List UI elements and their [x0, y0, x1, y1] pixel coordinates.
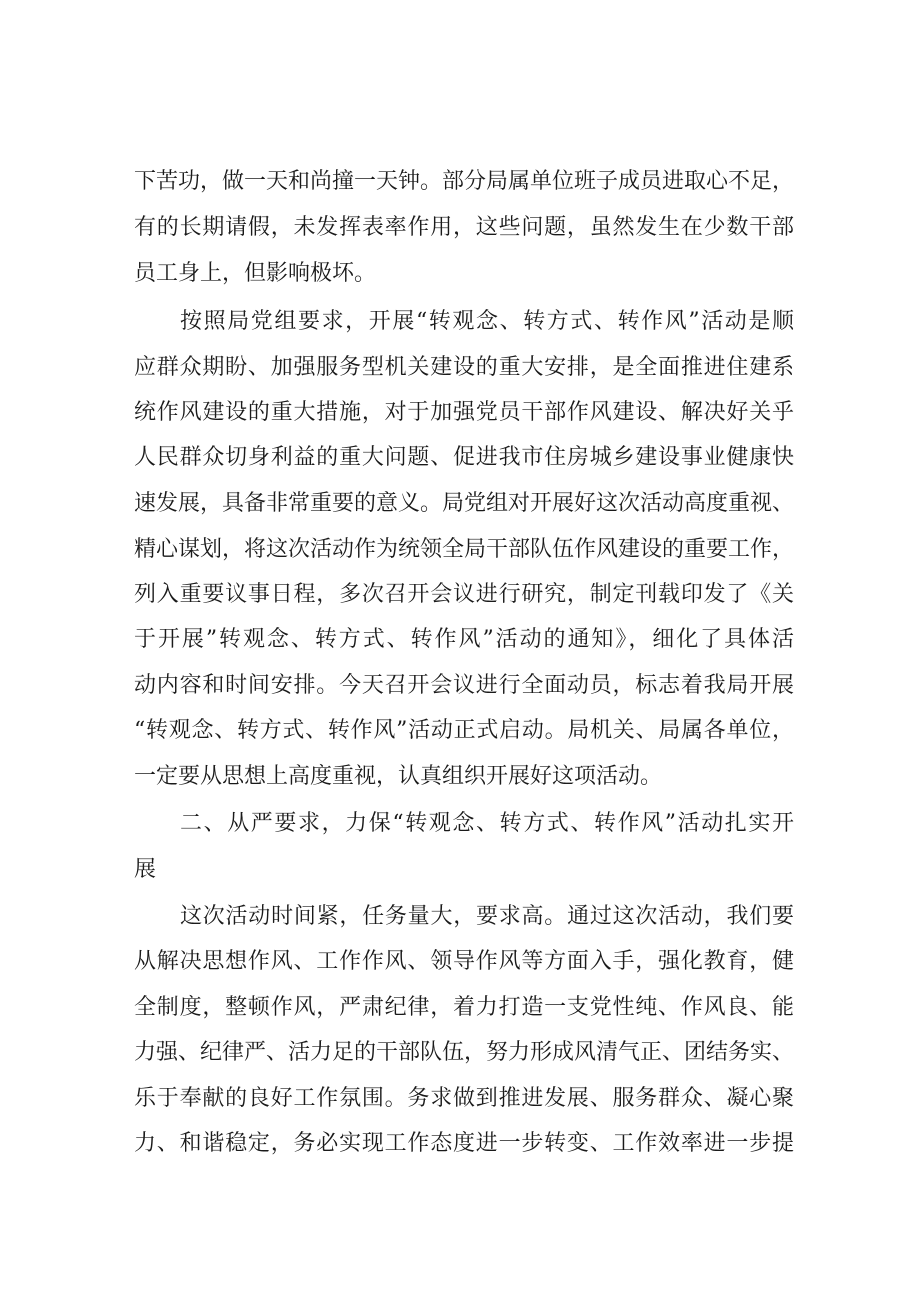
text-line: 员工身上，但影响极坏。 [134, 261, 377, 286]
text-line: “转观念、转方式、转作风”活动正式启动。局机关、局属各单位， [134, 718, 794, 743]
text-line: 应群众期盼、加强服务型机关建设的重大安排，是全面推进住建系 [134, 355, 794, 380]
text-line: 精心谋划，将这次活动作为统领全局干部队伍作风建设的重要工作， [134, 537, 795, 562]
section-heading: 二、从严要求，力保“转观念、转方式、转作风”活动扎实开 [180, 811, 794, 836]
text-line: 人民群众切身利益的重大问题、促进我市住房城乡建设事业健康快 [134, 445, 794, 470]
text-line: 下苦功，做一天和尚撞一天钟。部分局属单位班子成员进取心不足， [134, 169, 795, 194]
text-line: 力强、纪律严、活力足的干部队伍，努力形成风清气正、团结务实、 [134, 1040, 795, 1065]
text-line: 列入重要议事日程，多次召开会议进行研究，制定刊载印发了《关 [134, 582, 794, 607]
text-line: 从解决思想作风、工作作风、领导作风等方面入手，强化教育，健 [134, 949, 794, 974]
text-line: 乐于奉献的良好工作氛围。务求做到推进发展、服务群众、凝心聚 [134, 1086, 794, 1111]
text-line: 速发展，具备非常重要的意义。局党组对开展好这次活动高度重视、 [134, 491, 795, 516]
section-heading-continued: 展 [134, 857, 157, 882]
text-line: 全制度，整顿作风，严肃纪律，着力打造一支党性纯、作风良、能 [134, 995, 794, 1020]
text-line: 有的长期请假，未发挥表率作用，这些问题，虽然发生在少数干部 [134, 215, 794, 240]
text-line: 统作风建设的重大措施，对于加强党员干部作风建设、解决好关乎 [134, 400, 794, 425]
text-line: 于开展”转观念、转方式、转作风”活动的通知》，细化了具体活 [134, 627, 794, 652]
text-line: 一定要从思想上高度重视，认真组织开展好这项活动。 [134, 764, 663, 789]
text-line: 力、和谐稳定，务必实现工作态度进一步转变、工作效率进一步提 [134, 1131, 794, 1156]
text-line: 动内容和时间安排。今天召开会议进行全面动员，标志着我局开展 [134, 673, 794, 698]
paragraph-start-line: 这次活动时间紧，任务量大，要求高。通过这次活动，我们要 [180, 904, 794, 929]
paragraph-start-line: 按照局党组要求，开展“转观念、转方式、转作风”活动是顺 [180, 309, 794, 334]
